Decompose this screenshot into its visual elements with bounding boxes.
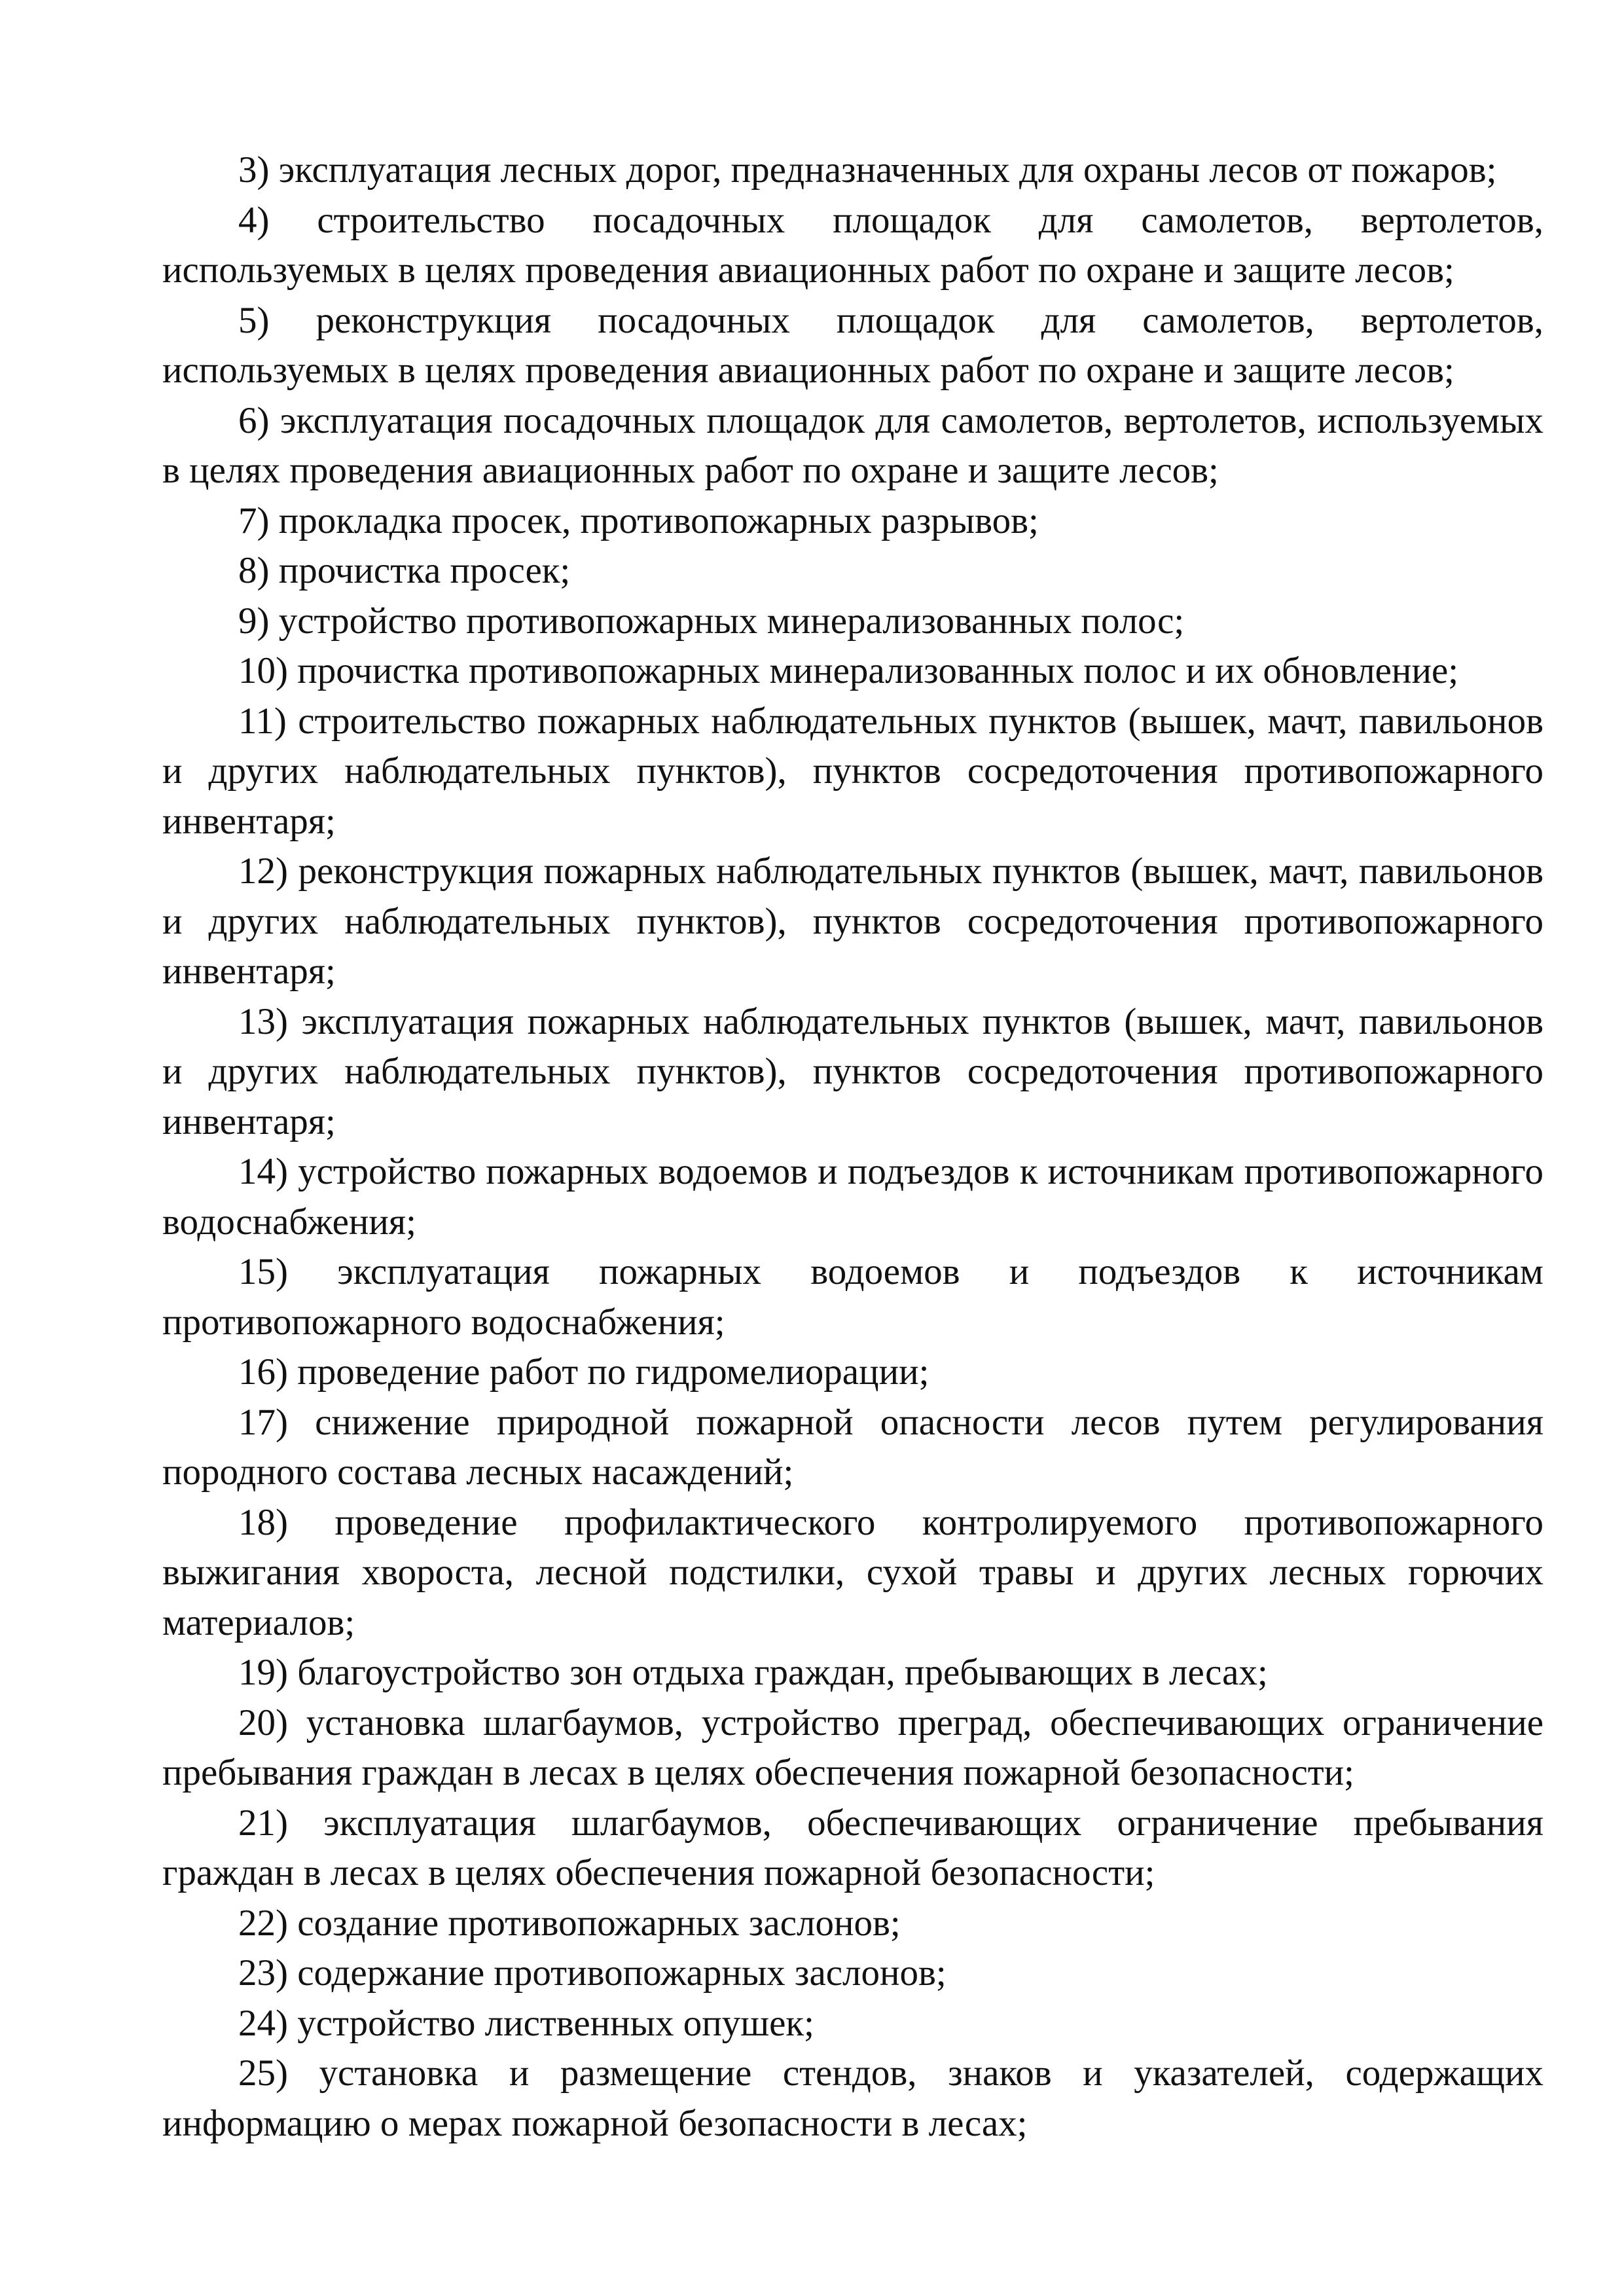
list-item: 6) эксплуатация посадочных площадок для самолетов, вертолетов, используемых в целях проведения авиационных работ по охране и защите лесов; [162,399,1543,491]
list-item: 11) строительство пожарных наблюдательных пунктов (вышек, мачт, павильонов и других наблюдательных пунктов), пунктов сосредоточения противопожарного инвентаря; [162,700,1543,842]
list-item: 9) устройство противопожарных минерализованных полос; [238,600,1185,642]
list-item: 14) устройство пожарных водоемов и подъездов к источникам противопожарного водоснабжения; [162,1151,1543,1243]
list-item: 20) установка шлагбаумов, устройство преград, обеспечивающих ограничение пребывания граждан в лесах в целях обеспечения пожарной безопасности; [162,1702,1543,1793]
list-item: 7) прокладка просек, противопожарных разрывов; [238,500,1039,541]
list-item: 5) реконструкция посадочных площадок для самолетов, вертолетов, используемых в целях проведения авиационных работ по охране и защите лесов; [162,299,1543,391]
list-item: 24) устройство лиственных опушек; [238,2002,814,2044]
document-body [162,145,1543,2149]
list-item: 25) установка и размещение стендов, знаков и указателей, содержащих информацию о мерах пожарной безопасности в лесах; [162,2052,1543,2144]
list-item: 19) благоустройство зон отдыха граждан, пребывающих в лесах; [238,1652,1268,1693]
list-item: 10) прочистка противопожарных минерализованных полос и их обновление; [238,650,1459,691]
list-item: 12) реконструкция пожарных наблюдательных пунктов (вышек, мачт, павильонов и других наблюдательных пунктов), пунктов сосредоточения противопожарного инвентаря; [162,850,1543,992]
list-item: 21) эксплуатация шлагбаумов, обеспечивающих ограничение пребывания граждан в лесах в целях обеспечения пожарной безопасности; [162,1802,1543,1893]
list-item: 3) эксплуатация лесных дорог, предназначенных для охраны лесов от пожаров; [238,149,1497,191]
list-item: 22) создание противопожарных заслонов; [238,1902,901,1944]
list-item: 15) эксплуатация пожарных водоемов и подъездов к источникам противопожарного водоснабжения; [162,1251,1543,1343]
list-item: 13) эксплуатация пожарных наблюдательных пунктов (вышек, мачт, павильонов и других наблюдательных пунктов), пунктов сосредоточения противопожарного инвентаря; [162,1000,1543,1142]
list-item: 4) строительство посадочных площадок для самолетов, вертолетов, используемых в целях проведения авиационных работ по охране и защите лесов; [162,199,1543,291]
list-item: 17) снижение природной пожарной опасности лесов путем регулирования породного состава лесных насаждений; [162,1401,1543,1493]
list-item: 23) содержание противопожарных заслонов; [238,1952,947,1994]
list-item: 18) проведение профилактического контролируемого противопожарного выжигания хвороста, лесной подстилки, сухой травы и других лесных горючих материалов; [162,1501,1543,1643]
list-item: 16) проведение работ по гидромелиорации; [238,1351,929,1393]
list-item: 8) прочистка просек; [238,550,571,591]
